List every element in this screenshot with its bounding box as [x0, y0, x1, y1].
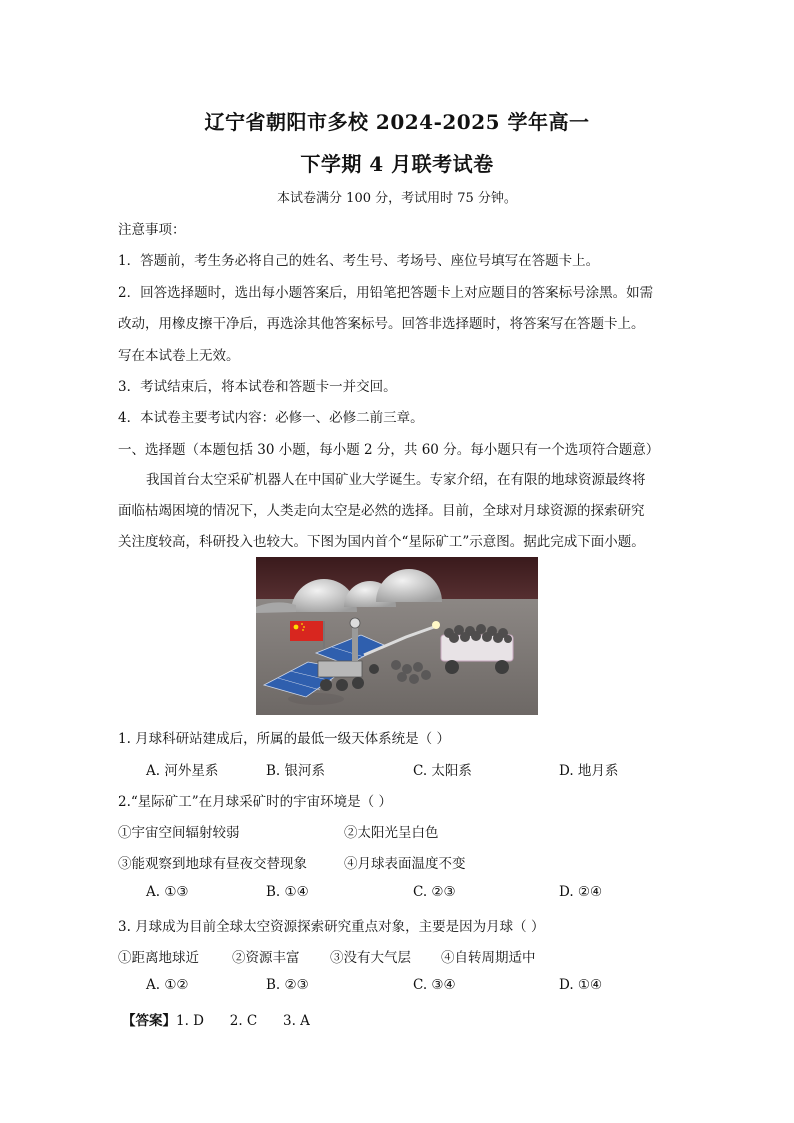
question-2-stem: 2.“星际矿工”在月球采矿时的宇宙环境是（ ） [118, 794, 392, 810]
question-1-option-b[interactable]: B. 银河系 [266, 763, 326, 779]
passage-line: 我国首台太空采矿机器人在中国矿业大学诞生。专家介绍，在有限的地球资源最终将 [146, 472, 646, 488]
answer-values: 1. D 2. C 3. A [176, 1013, 310, 1029]
note-item: 2．回答选择题时，选出每小题答案后，用铅笔把答题卡上对应题目的答案标号涂黑。如需 [118, 285, 654, 301]
note-item: 写在本试卷上无效。 [118, 348, 240, 364]
question-3-statement: ③没有大气层 [330, 950, 411, 966]
page-title: 辽宁省朝阳市多校 2024-2025 学年高一 [204, 110, 590, 134]
question-1-option-d[interactable]: D. 地月系 [559, 763, 619, 779]
note-item: 3．考试结束后，将本试卷和答题卡一并交回。 [118, 379, 397, 395]
question-2-option-b[interactable]: B. ①④ [266, 884, 309, 900]
question-3-statement: ④自转周期适中 [441, 950, 536, 966]
question-1-option-c[interactable]: C. 太阳系 [413, 763, 472, 779]
china-flag-icon [290, 621, 323, 641]
page-title-line2: 下学期 4 月联考试卷 [300, 152, 494, 176]
passage-line: 关注度较高，科研投入也较大。下图为国内首个“星际矿工”示意图。据此完成下面小题。 [118, 534, 645, 550]
question-2-statement: ④月球表面温度不变 [344, 856, 466, 872]
passage-line: 面临枯竭困境的情况下，人类走向太空是必然的选择。目前，全球对月球资源的探索研究 [118, 503, 645, 519]
answer-label: 【答案】 [122, 1013, 176, 1029]
question-3-statement: ①距离地球近 [118, 950, 199, 966]
note-item: 4．本试卷主要考试内容：必修一、必修二前三章。 [118, 410, 424, 426]
question-1-stem: 1. 月球科研站建成后，所属的最低一级天体系统是（ ） [118, 731, 450, 747]
question-3-stem: 3. 月球成为目前全球太空资源探索研究重点对象，主要是因为月球（ ） [118, 919, 545, 935]
question-2-option-c[interactable]: C. ②③ [413, 884, 456, 900]
question-2-statement: ③能观察到地球有昼夜交替现象 [118, 856, 307, 872]
question-1-option-a[interactable]: A. 河外星系 [146, 763, 219, 779]
section-heading: 一、选择题（本题包括 30 小题，每小题 2 分，共 60 分。每小题只有一个选项符合题意） [118, 442, 660, 458]
question-2-option-d[interactable]: D. ②④ [559, 884, 603, 900]
note-item: 1．答题前，考生务必将自己的姓名、考生号、考场号、座位号填写在答题卡上。 [118, 253, 600, 269]
question-2-statement: ①宇宙空间辐射较弱 [118, 825, 240, 841]
note-item: 改动，用橡皮擦干净后，再选涂其他答案标号。回答非选择题时，将答案写在答题卡上。 [118, 316, 645, 332]
exam-info: 本试卷满分 100 分，考试用时 75 分钟。 [277, 191, 517, 206]
question-3-statement: ②资源丰富 [232, 950, 300, 966]
notes-heading: 注意事项： [118, 222, 186, 238]
question-2-option-a[interactable]: A. ①③ [146, 884, 189, 900]
question-3-option-d[interactable]: D. ①④ [559, 977, 603, 993]
question-3-option-a[interactable]: A. ①② [146, 977, 189, 993]
question-3-option-b[interactable]: B. ②③ [266, 977, 309, 993]
question-2-statement: ②太阳光呈白色 [344, 825, 439, 841]
question-3-option-c[interactable]: C. ③④ [413, 977, 456, 993]
answer-line [122, 1009, 310, 1029]
star-miner-illustration [256, 557, 538, 715]
